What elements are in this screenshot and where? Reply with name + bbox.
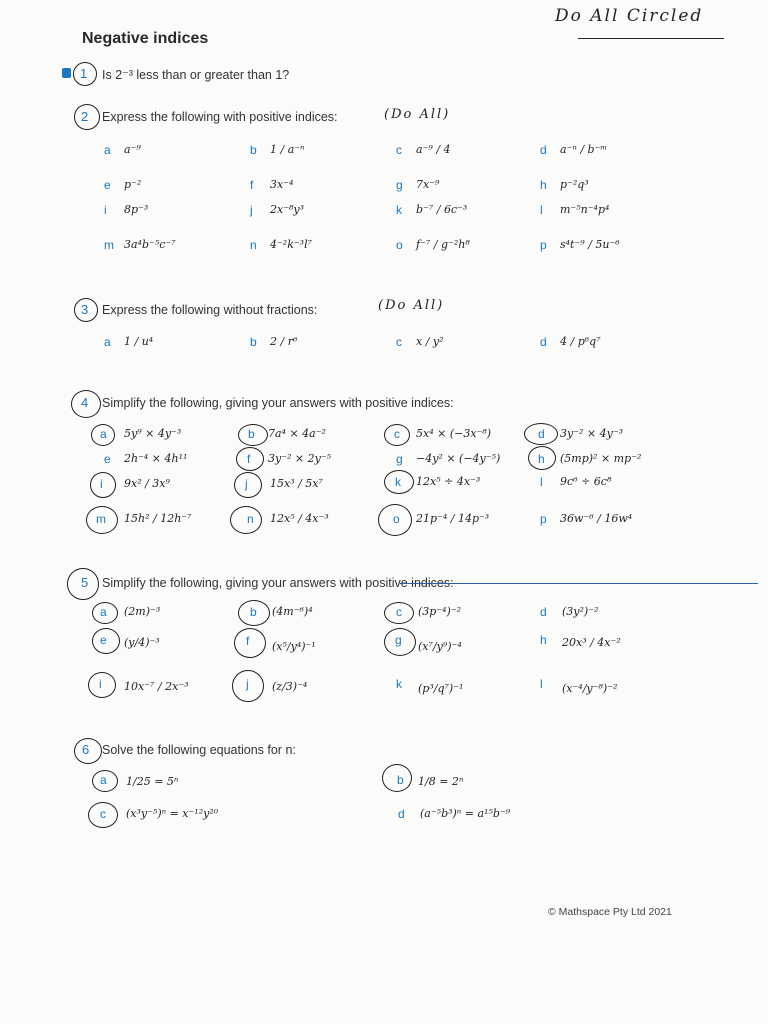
q2-expr-p: s⁴t⁻⁹ / 5u⁻⁶ — [560, 238, 620, 251]
q4-expr-k: 12x⁵ ÷ 4x⁻³ — [416, 475, 481, 488]
q2-label-c: c — [396, 143, 402, 157]
q4-label-l: l — [540, 475, 543, 489]
q2-expr-k: b⁻⁷ / 6c⁻³ — [416, 203, 468, 216]
q5-label-d: d — [540, 605, 547, 619]
q6-label-b: b — [397, 773, 404, 787]
q5-expr-e: (y/4)⁻³ — [124, 636, 160, 649]
q6-text: Solve the following equations for n: — [102, 743, 296, 757]
q2-expr-g: 7x⁻⁹ — [416, 178, 440, 191]
q4-circle-j — [234, 472, 262, 498]
q5-label-c: c — [396, 605, 402, 619]
q4-expr-e: 2h⁻⁴ × 4h¹¹ — [124, 452, 188, 465]
q4-label-k: k — [395, 475, 401, 489]
q5-label-k: k — [396, 677, 402, 691]
q3-number: 3 — [81, 302, 89, 317]
q4-number: 4 — [81, 395, 89, 410]
q1-checkbox-icon — [62, 68, 71, 78]
q2-expr-l: m⁻⁵n⁻⁴p⁴ — [560, 203, 610, 216]
q2-label-d: d — [540, 143, 547, 157]
q2-label-j: j — [250, 203, 253, 217]
q5-expr-h: 20x³ / 4x⁻² — [562, 636, 621, 649]
q3-handwritten-note: (Do All) — [378, 298, 445, 313]
handwritten-underline — [578, 38, 724, 39]
q5-label-b: b — [250, 605, 257, 619]
q5-label-h: h — [540, 633, 547, 647]
q5-expr-j: (z/3)⁻⁴ — [272, 680, 308, 693]
q4-label-n: n — [247, 512, 254, 526]
q5-label-a: a — [100, 605, 107, 619]
q4-expr-a: 5y⁹ × 4y⁻³ — [124, 427, 182, 440]
q4-expr-h: (5mp)² × mp⁻² — [560, 452, 642, 465]
q4-expr-i: 9x² / 3x⁹ — [124, 477, 170, 490]
q2-label-l: l — [540, 203, 543, 217]
q2-expr-b: 1 / a⁻ⁿ — [270, 143, 305, 156]
q5-text: Simplify the following, giving your answers with positive indices: — [102, 576, 454, 590]
q2-expr-d: a⁻ⁿ / b⁻ᵐ — [560, 143, 608, 156]
q2-text: Express the following with positive indices: — [102, 110, 338, 124]
q5-label-g: g — [395, 633, 402, 647]
q3-expr-a: 1 / u⁴ — [124, 335, 154, 348]
q2-expr-e: p⁻² — [124, 178, 142, 191]
q4-expr-c: 5x⁴ × (−3x⁻⁸) — [416, 427, 492, 440]
q2-expr-h: p⁻²q³ — [560, 178, 589, 191]
q3-label-d: d — [540, 335, 547, 349]
q5-number: 5 — [81, 575, 89, 590]
q2-label-h: h — [540, 178, 547, 192]
q4-label-j: j — [245, 477, 248, 491]
q2-label-i: i — [104, 203, 107, 217]
q5-expr-g: (x⁷/y⁹)⁻⁴ — [418, 640, 462, 653]
q2-label-e: e — [104, 178, 111, 192]
q4-expr-p: 36w⁻⁶ / 16w⁴ — [560, 512, 633, 525]
q5-label-i: i — [99, 677, 102, 691]
q4-label-p: p — [540, 512, 547, 526]
q2-expr-n: 4⁻²k⁻³l⁷ — [270, 238, 313, 251]
q1-number: 1 — [80, 66, 88, 81]
q2-handwritten-note: (Do All) — [384, 107, 451, 122]
q3-label-b: b — [250, 335, 257, 349]
q1-text: Is 2⁻³ less than or greater than 1? — [102, 68, 290, 82]
q4-circle-i — [90, 472, 116, 498]
q4-expr-m: 15h² / 12h⁻⁷ — [124, 512, 192, 525]
q4-label-o: o — [393, 512, 400, 526]
q6-number: 6 — [82, 742, 90, 757]
q5-expr-i: 10x⁻⁷ / 2x⁻³ — [124, 680, 189, 693]
q2-label-p: p — [540, 238, 547, 252]
q4-label-d: d — [538, 427, 545, 441]
q2-expr-f: 3x⁻⁴ — [270, 178, 294, 191]
q2-expr-a: a⁻⁹ — [124, 143, 141, 156]
q5-label-e: e — [100, 633, 107, 647]
q3-label-c: c — [396, 335, 402, 349]
q5-label-f: f — [246, 634, 250, 648]
q2-expr-i: 8p⁻³ — [124, 203, 149, 216]
q6-label-c: c — [100, 807, 106, 821]
q6-expr-d: (a⁻⁵b³)ⁿ = a¹⁵b⁻⁹ — [420, 807, 511, 820]
q2-label-k: k — [396, 203, 402, 217]
q4-expr-o: 21p⁻⁴ / 14p⁻³ — [416, 512, 490, 525]
q4-expr-l: 9c⁶ ÷ 6c⁸ — [560, 475, 612, 488]
q6-expr-b: 1/8 = 2ⁿ — [418, 775, 464, 788]
q2-label-a: a — [104, 143, 111, 157]
q4-circle-n — [230, 506, 262, 534]
q4-label-h: h — [538, 452, 545, 466]
q3-text: Express the following without fractions: — [102, 303, 318, 317]
q2-expr-o: f⁻⁷ / g⁻²h⁸ — [416, 238, 470, 251]
q4-text: Simplify the following, giving your answers with positive indices: — [102, 396, 454, 410]
handwritten-note-header: Do All Circled — [555, 6, 704, 26]
q4-expr-b: 7a⁴ × 4a⁻² — [268, 427, 326, 440]
q5-expr-a: (2m)⁻³ — [124, 605, 161, 618]
page-title: Negative indices — [82, 30, 209, 47]
q3-expr-b: 2 / r⁶ — [270, 335, 298, 348]
q5-expr-l: (x⁻⁴/y⁻⁸)⁻² — [562, 682, 618, 695]
q2-expr-j: 2x⁻⁸y³ — [270, 203, 305, 216]
q5-expr-k: (p³/q⁷)⁻¹ — [418, 682, 464, 695]
q5-pen-line — [400, 583, 758, 584]
copyright-footer: © Mathspace Pty Ltd 2021 — [548, 906, 672, 918]
q6-expr-a: 1/25 = 5ⁿ — [126, 775, 179, 788]
q5-expr-d: (3y²)⁻² — [562, 605, 599, 618]
q6-label-d: d — [398, 807, 405, 821]
q4-expr-d: 3y⁻² × 4y⁻³ — [560, 427, 624, 440]
q2-number: 2 — [81, 109, 89, 124]
q5-circle-f — [234, 628, 266, 658]
q5-expr-b: (4m⁻⁶)⁴ — [272, 605, 313, 618]
q6-expr-c: (x³y⁻⁵)ⁿ = x⁻¹²y²⁰ — [126, 807, 219, 820]
q4-label-f: f — [247, 452, 251, 466]
q4-label-c: c — [394, 427, 400, 441]
q4-label-b: b — [248, 427, 255, 441]
q2-expr-m: 3a⁴b⁻⁵c⁻⁷ — [124, 238, 176, 251]
q2-label-g: g — [396, 178, 403, 192]
q2-label-o: o — [396, 238, 403, 252]
q2-label-m: m — [104, 238, 114, 252]
q4-expr-n: 12x⁵ / 4x⁻³ — [270, 512, 329, 525]
q5-label-j: j — [246, 677, 249, 691]
q5-expr-c: (3p⁻⁴)⁻² — [418, 605, 462, 618]
q4-expr-f: 3y⁻² × 2y⁻⁵ — [268, 452, 332, 465]
q2-label-b: b — [250, 143, 257, 157]
q5-label-l: l — [540, 677, 543, 691]
q4-label-i: i — [100, 477, 103, 491]
q5-expr-f: (x⁵/y⁴)⁻¹ — [272, 640, 316, 653]
q2-expr-c: a⁻⁹ / 4 — [416, 143, 451, 156]
q3-expr-d: 4 / p⁶q⁷ — [560, 335, 601, 348]
q2-label-f: f — [250, 178, 254, 192]
q4-label-m: m — [96, 512, 106, 526]
q4-label-a: a — [100, 427, 107, 441]
q6-label-a: a — [100, 773, 107, 787]
q2-label-n: n — [250, 238, 257, 252]
q3-label-a: a — [104, 335, 111, 349]
q3-expr-c: x / y² — [416, 335, 444, 348]
q4-expr-j: 15x³ / 5x⁷ — [270, 477, 323, 490]
q4-label-e: e — [104, 452, 111, 466]
q4-expr-g: −4y² × (−4y⁻⁵) — [416, 452, 501, 465]
q5-circle-i — [88, 672, 116, 698]
q4-label-g: g — [396, 452, 403, 466]
